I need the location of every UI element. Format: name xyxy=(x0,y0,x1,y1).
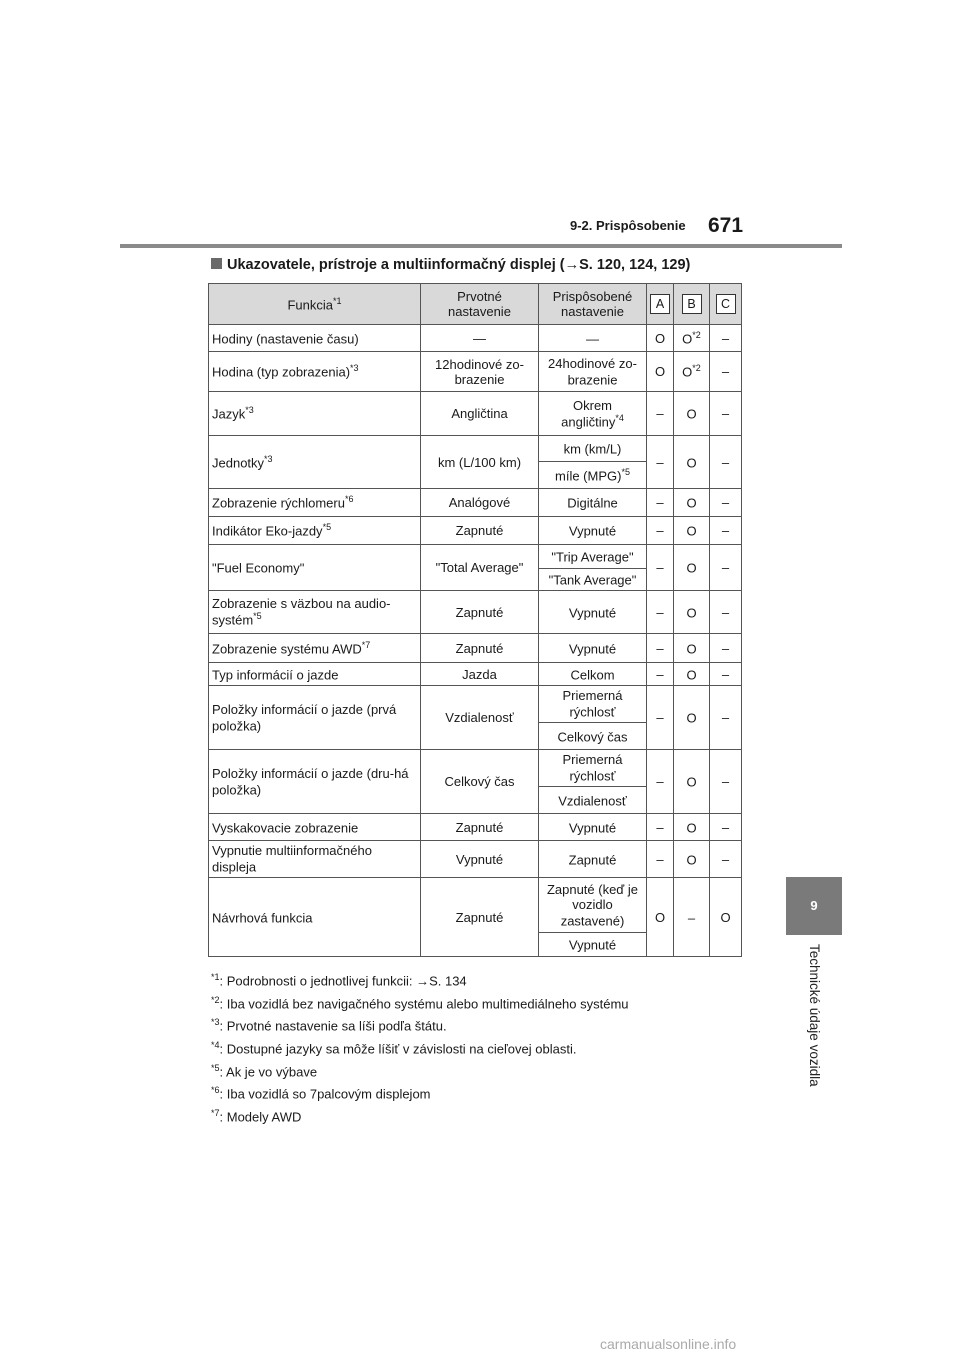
cell-prisposobene: Vypnuté xyxy=(539,591,647,634)
cell-prisposobene: Okrem angličtiny$^{*4}$ xyxy=(539,392,647,436)
header-c: C xyxy=(710,284,742,325)
table-row xyxy=(209,634,742,663)
cell-b: O xyxy=(674,663,710,686)
cell-prisposobene: Celkový čas xyxy=(539,723,647,750)
cell-funkcia: Zobrazenie s väzbou na audio-systém$^{*5}$ xyxy=(209,591,421,634)
cell-prisposobene: Vypnuté xyxy=(539,634,647,663)
cell-a: – xyxy=(647,814,674,841)
footnote: $^{*7}$: Modely AWD xyxy=(211,1107,302,1125)
footnote: $^{*6}$: Iba vozidlá so 7palcovým displejom xyxy=(211,1085,431,1102)
cell-prisposobene: "Tank Average" xyxy=(539,569,647,591)
cell-c: – xyxy=(710,325,742,352)
footnote: $^{*5}$: Ak je vo výbave xyxy=(211,1062,318,1079)
cell-c: – xyxy=(710,591,742,634)
header-funkcia: Funkcia$^{*1}$ xyxy=(209,284,421,325)
header-a: A xyxy=(647,284,674,325)
table-row xyxy=(209,489,742,517)
cell-prisposobene: Vzdialenosť xyxy=(539,787,647,814)
cell-prisposobene: Priemerná rýchlosť xyxy=(539,750,647,787)
cell-prvotne: Analógové xyxy=(421,489,539,517)
watermark: carmanualsonline.info xyxy=(600,1336,737,1352)
cell-a: – xyxy=(647,545,674,591)
cell-prvotne: Zapnuté xyxy=(421,591,539,634)
section-heading xyxy=(211,257,690,273)
table-row xyxy=(209,436,742,462)
cell-prisposobene: — xyxy=(539,325,647,352)
cell-prvotne: km (L/100 km) xyxy=(421,436,539,489)
cell-a: O xyxy=(647,878,674,957)
cell-a: – xyxy=(647,634,674,663)
cell-b: O xyxy=(674,591,710,634)
settings-table xyxy=(208,283,742,957)
table-row xyxy=(209,352,742,392)
cell-prvotne: Zapnuté xyxy=(421,634,539,663)
cell-a: – xyxy=(647,686,674,750)
table-row xyxy=(209,325,742,352)
cell-prisposobene: míle (MPG)$^{*5}$ xyxy=(539,462,647,489)
table-row xyxy=(209,814,742,841)
cell-funkcia: Návrhová funkcia xyxy=(209,878,421,957)
cell-a: – xyxy=(647,591,674,634)
cell-prisposobene: "Trip Average" xyxy=(539,545,647,569)
header-b: B xyxy=(674,284,710,325)
cell-prisposobene: Digitálne xyxy=(539,489,647,517)
footnote: $^{*3}$: Prvotné nastavenie sa líši podľa štátu. xyxy=(211,1017,447,1034)
cell-b: $O^{*2}$ xyxy=(674,352,710,392)
cell-b: O xyxy=(674,489,710,517)
table-row xyxy=(209,750,742,787)
cell-prvotne: Zapnuté xyxy=(421,814,539,841)
cell-c: O xyxy=(710,878,742,957)
cell-prvotne: Celkový čas xyxy=(421,750,539,814)
table-row xyxy=(209,545,742,569)
cell-b: $O^{*2}$ xyxy=(674,325,710,352)
header-prvotne: Prvotné nastavenie xyxy=(421,284,539,325)
cell-funkcia: Hodiny (nastavenie času) xyxy=(209,325,421,352)
cell-funkcia: Indikátor Eko-jazdy$^{*5}$ xyxy=(209,517,421,545)
cell-prisposobene: 24hodinové zo-brazenie xyxy=(539,352,647,392)
cell-b: – xyxy=(674,878,710,957)
footnote: $^{*1}$: Podrobnosti o jednotlivej funkcii: →S. 134 xyxy=(211,972,467,989)
cell-c: – xyxy=(710,750,742,814)
table-row xyxy=(209,591,742,634)
cell-prisposobene: Zapnuté (keď je vozidlo zastavené) xyxy=(539,878,647,933)
cell-b: O xyxy=(674,841,710,878)
cell-c: – xyxy=(710,634,742,663)
cell-b: O xyxy=(674,436,710,489)
cell-funkcia: Typ informácií o jazde xyxy=(209,663,421,686)
chapter-side-text: Technické údaje vozidla xyxy=(807,944,822,1087)
cell-a: – xyxy=(647,489,674,517)
square-bullet-icon xyxy=(211,258,222,269)
cell-a: – xyxy=(647,392,674,436)
cell-prisposobene: Celkom xyxy=(539,663,647,686)
cell-prisposobene: Priemerná rýchlosť xyxy=(539,686,647,723)
table-row xyxy=(209,878,742,933)
cell-prvotne: Zapnuté xyxy=(421,517,539,545)
table-row xyxy=(209,517,742,545)
cell-a: O xyxy=(647,325,674,352)
cell-funkcia: Zobrazenie rýchlomeru$^{*6}$ xyxy=(209,489,421,517)
cell-funkcia: Vyskakovacie zobrazenie xyxy=(209,814,421,841)
cell-b: O xyxy=(674,814,710,841)
cell-b: O xyxy=(674,686,710,750)
header-section-title: 9-2. Prispôsobenie xyxy=(570,218,686,233)
cell-funkcia: Položky informácií o jazde (prvá položka) xyxy=(209,686,421,750)
cell-funkcia: "Fuel Economy" xyxy=(209,545,421,591)
cell-prvotne: "Total Average" xyxy=(421,545,539,591)
footnote: $^{*4}$: Dostupné jazyky sa môže líšiť v závislosti na cieľovej oblasti. xyxy=(211,1039,577,1057)
cell-c: – xyxy=(710,663,742,686)
cell-prisposobene: km (km/L) xyxy=(539,436,647,462)
cell-prisposobene: Vypnuté xyxy=(539,814,647,841)
chapter-side-label xyxy=(788,944,840,1114)
cell-funkcia: Vypnutie multiinformačného displeja xyxy=(209,841,421,878)
cell-prvotne: 12hodinové zo-brazenie xyxy=(421,352,539,392)
cell-funkcia: Položky informácií o jazde (dru-há položka) xyxy=(209,750,421,814)
cell-funkcia: Jazyk$^{*3}$ xyxy=(209,392,421,436)
table-row xyxy=(209,392,742,436)
cell-c: – xyxy=(710,814,742,841)
table-header-row xyxy=(209,284,742,325)
cell-c: – xyxy=(710,686,742,750)
section-heading-text: Ukazovatele, prístroje a multiinformačný displej (→S. 120, 124, 129) xyxy=(227,257,691,273)
chapter-tab: 9 xyxy=(786,877,842,935)
cell-a: – xyxy=(647,750,674,814)
cell-c: – xyxy=(710,517,742,545)
cell-funkcia: Jednotky$^{*3}$ xyxy=(209,436,421,489)
cell-c: – xyxy=(710,352,742,392)
cell-a: – xyxy=(647,436,674,489)
cell-prvotne: Vzdialenosť xyxy=(421,686,539,750)
cell-prisposobene: Vypnuté xyxy=(539,517,647,545)
cell-a: – xyxy=(647,841,674,878)
cell-prvotne: Vypnuté xyxy=(421,841,539,878)
cell-b: O xyxy=(674,392,710,436)
cell-c: – xyxy=(710,392,742,436)
cell-b: O xyxy=(674,545,710,591)
table-row xyxy=(209,663,742,686)
cell-c: – xyxy=(710,545,742,591)
cell-prvotne: Angličtina xyxy=(421,392,539,436)
cell-b: O xyxy=(674,750,710,814)
cell-prvotne: — xyxy=(421,325,539,352)
cell-b: O xyxy=(674,634,710,663)
cell-a: – xyxy=(647,663,674,686)
cell-funkcia: Zobrazenie systému AWD$^{*7}$ xyxy=(209,634,421,663)
table-row xyxy=(209,841,742,878)
cell-prvotne: Zapnuté xyxy=(421,878,539,957)
table-row xyxy=(209,686,742,723)
cell-prisposobene: Zapnuté xyxy=(539,841,647,878)
footnotes xyxy=(211,968,629,1126)
cell-a: O xyxy=(647,352,674,392)
cell-c: – xyxy=(710,436,742,489)
header-prisposobene: Prispôsobené nastavenie xyxy=(539,284,647,325)
cell-c: – xyxy=(710,489,742,517)
cell-b: O xyxy=(674,517,710,545)
cell-a: – xyxy=(647,517,674,545)
cell-funkcia: Hodina (typ zobrazenia)$^{*3}$ xyxy=(209,352,421,392)
footnote: $^{*2}$: Iba vozidlá bez navigačného systému alebo multimediálneho systému xyxy=(211,994,629,1011)
cell-prvotne: Jazda xyxy=(421,663,539,686)
cell-prisposobene: Vypnuté xyxy=(539,933,647,957)
cell-c: – xyxy=(710,841,742,878)
page-number: 671 xyxy=(708,214,744,237)
header-divider xyxy=(120,244,842,248)
